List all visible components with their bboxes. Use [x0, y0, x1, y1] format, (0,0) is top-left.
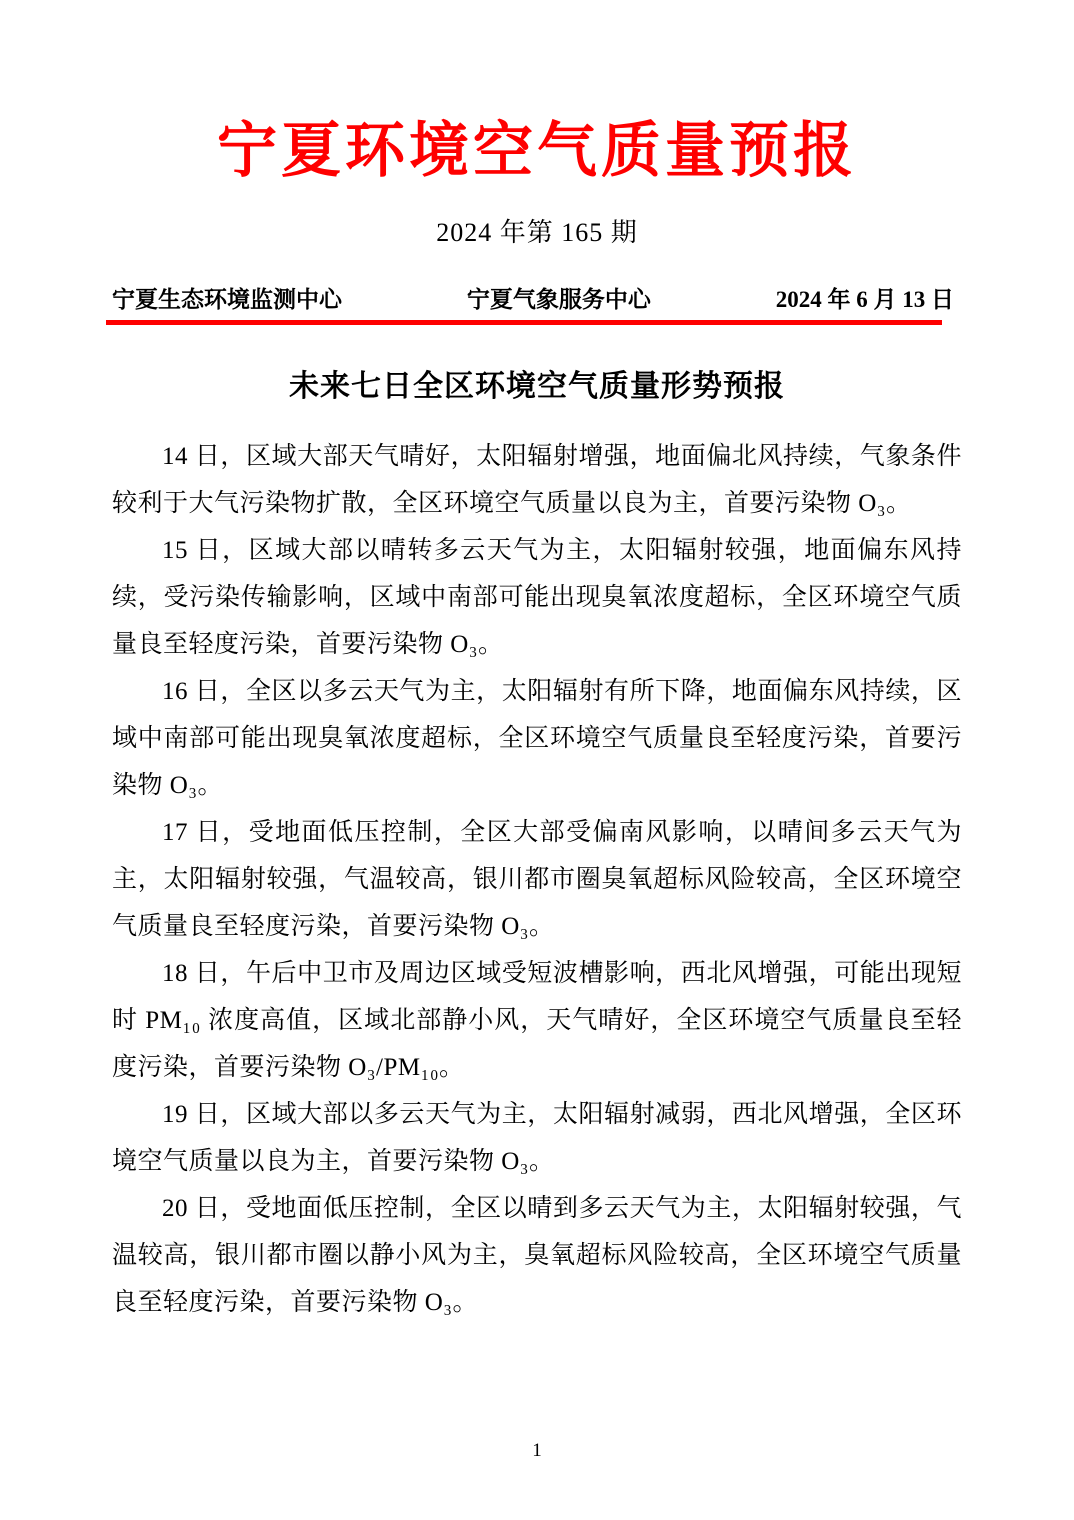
- section-title: 未来七日全区环境空气质量形势预报: [289, 370, 785, 403]
- issuer-monitoring-center: 宁夏生态环境监测中心: [112, 287, 342, 312]
- forecast-paragraph-day18: 18 日，午后中卫市及周边区域受短波槽影响，西北风增强，可能出现短时 PM₁₀ 浓度高值，区域北部静小风，天气晴好，全区环境空气质量良至轻度污染，首要污染物 O₃/PM₁₀。: [112, 960, 962, 1081]
- forecast-paragraph-day15: 15 日，区域大部以晴转多云天气为主，太阳辐射较强，地面偏东风持续，受污染传输影响，区域中南部可能出现臭氧浓度超标，全区环境空气质量良至轻度污染，首要污染物 O₃。: [112, 537, 962, 658]
- forecast-paragraph-day14: 14 日，区域大部天气晴好，太阳辐射增强，地面偏北风持续，气象条件较利于大气污染物扩散，全区环境空气质量以良为主，首要污染物 O₃。: [112, 443, 962, 517]
- page-number: 1: [532, 1440, 542, 1461]
- issue-number: 2024 年第 165 期: [436, 218, 638, 247]
- forecast-body: [112, 433, 962, 1326]
- forecast-paragraph-day19: 19 日，区域大部以多云天气为主，太阳辐射减弱，西北风增强，全区环境空气质量以良为主，首要污染物 O₃。: [112, 1101, 962, 1175]
- forecast-paragraph-day17: 17 日，受地面低压控制，全区大部受偏南风影响，以晴间多云天气为主，太阳辐射较强，气温较高，银川都市圈臭氧超标风险较高，全区环境空气质量良至轻度污染，首要污染物 O₃。: [112, 819, 962, 940]
- issue-date: 2024 年 6 月 13 日: [775, 287, 954, 312]
- red-divider: [106, 320, 942, 325]
- document-content: [112, 0, 962, 1326]
- forecast-paragraph-day20: 20 日，受地面低压控制，全区以晴到多云天气为主，太阳辐射较强，气温较高，银川都市圈以静小风为主，臭氧超标风险较高，全区环境空气质量良至轻度污染，首要污染物 O₃。: [112, 1195, 962, 1316]
- issuer-row: [112, 281, 962, 314]
- forecast-paragraph-day16: 16 日，全区以多云天气为主，太阳辐射有所下降，地面偏东风持续，区域中南部可能出现臭氧浓度超标，全区环境空气质量良至轻度污染，首要污染物 O₃。: [112, 678, 962, 799]
- document-title: 宁夏环境空气质量预报: [217, 118, 857, 184]
- issuer-weather-service-center: 宁夏气象服务中心: [466, 287, 651, 312]
